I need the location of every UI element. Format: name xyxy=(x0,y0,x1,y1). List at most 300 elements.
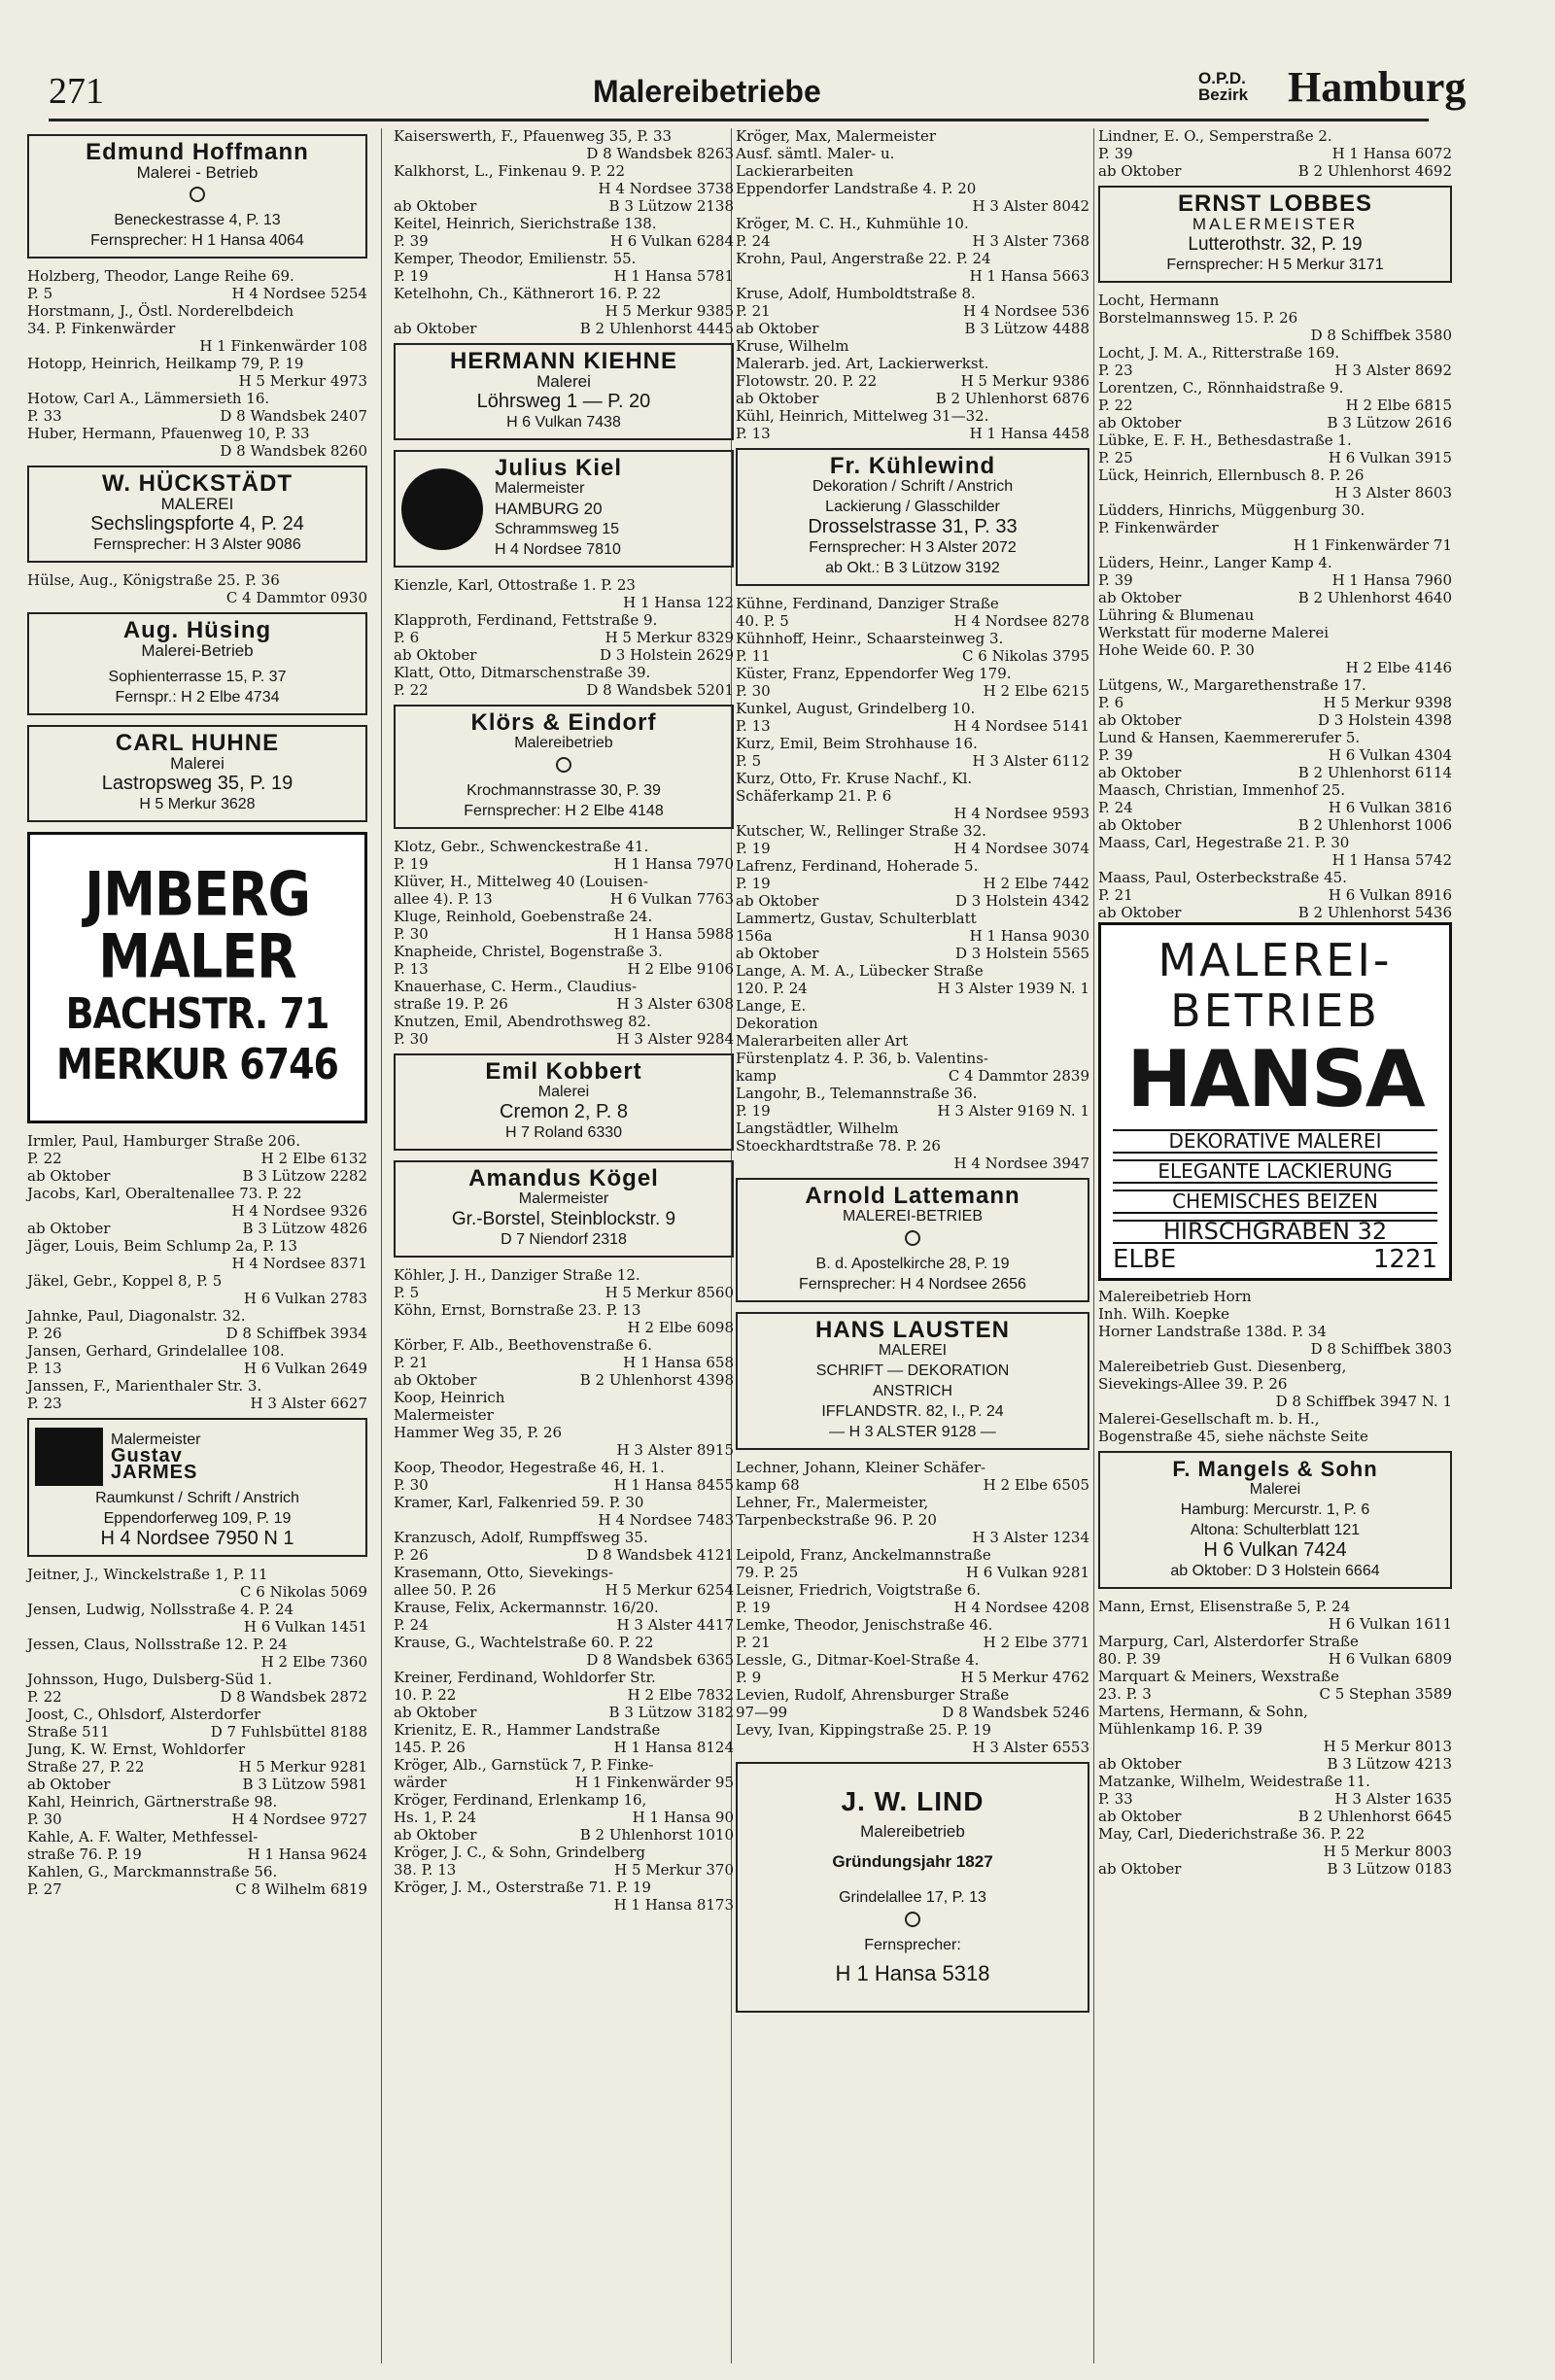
listing-text: P. 30 xyxy=(27,1811,62,1828)
listing-text: ab Oktober xyxy=(1098,589,1182,606)
listing-text: Lechner, Johann, Kleiner Schäfer- xyxy=(736,1459,986,1476)
listing-line xyxy=(394,1600,734,1616)
listing-phone: H 2 Elbe 6815 xyxy=(1345,397,1452,414)
listing-line xyxy=(736,998,1089,1015)
listing-line xyxy=(394,1460,734,1476)
listing-text: Tarpenbeckstraße 96. P. 20 xyxy=(736,1511,937,1529)
listing-phone: H 6 Vulkan 1451 xyxy=(243,1618,367,1636)
listing-text: Kaiserswerth, F., Pfauenweg 35, P. 33 xyxy=(394,127,673,145)
city-name: Hamburg xyxy=(1288,63,1467,111)
listing-line xyxy=(1098,293,1452,309)
listing-phone: C 6 Nikolas 3795 xyxy=(962,647,1089,665)
listing-text: P. 5 xyxy=(736,752,762,770)
listing-text: ab Oktober xyxy=(736,390,819,407)
listing-phone: H 5 Merkur 8560 xyxy=(605,1284,734,1301)
listing-phone: H 2 Elbe 7832 xyxy=(627,1686,734,1704)
listing-text: Lange, A. M. A., Lübecker Straße xyxy=(736,962,984,980)
listing-text: Irmler, Paul, Hamburger Straße 206. xyxy=(27,1132,300,1150)
listing-line xyxy=(736,823,1089,840)
listing-text: P. 33 xyxy=(1098,1790,1133,1808)
listing-phone: B 2 Uhlenhorst 6114 xyxy=(1297,764,1452,781)
listing-phone: H 2 Elbe 6505 xyxy=(983,1476,1089,1494)
ad-name: Klörs & Eindorf xyxy=(470,709,657,736)
listing-line xyxy=(27,356,367,372)
listing-line xyxy=(27,1811,367,1828)
listing-line xyxy=(27,572,367,589)
ad-phone: Fernsprecher: H 3 Alster 9086 xyxy=(93,536,301,553)
listing-line xyxy=(1098,345,1452,362)
listing-phone: C 4 Dammtor 2839 xyxy=(948,1067,1089,1085)
listing-line xyxy=(394,665,734,681)
listing-text: P. 6 xyxy=(394,629,420,646)
listing-line xyxy=(736,216,1089,232)
column-divider xyxy=(1093,128,1094,2363)
ad-address: B. d. Apostelkirche 28, P. 19 xyxy=(815,1256,1010,1272)
listing-text: 10. P. 22 xyxy=(394,1686,457,1704)
ad-subtitle: Malereibetrieb xyxy=(514,735,613,751)
brush-logo-icon xyxy=(35,1428,103,1486)
ad-address: IFFLANDSTR. 82, I., P. 24 xyxy=(821,1403,1004,1420)
listing-line xyxy=(394,1337,734,1354)
ad-lobbes xyxy=(1098,186,1452,283)
listing-phone: H 4 Nordsee 9326 xyxy=(231,1202,367,1220)
listing-line xyxy=(736,233,1089,250)
entry-list xyxy=(27,268,367,460)
listing-line xyxy=(736,1512,1089,1529)
listing-line xyxy=(27,1742,367,1758)
listing-line xyxy=(736,1068,1089,1085)
ad-title-2: BETRIEB xyxy=(1170,984,1380,1037)
ad-subtitle: MALEREI xyxy=(160,495,234,513)
listing-line xyxy=(1098,1411,1452,1428)
listing-phone: H 1 Finkenwärder 108 xyxy=(199,337,367,355)
listing-phone: H 5 Merkur 9386 xyxy=(960,372,1089,390)
listing-text: P. 39 xyxy=(1098,145,1133,162)
listing-text: 79. P. 25 xyxy=(736,1564,799,1581)
listing-text: Lafrenz, Ferdinand, Hoherade 5. xyxy=(736,857,979,875)
listing-line xyxy=(1098,1861,1452,1878)
listing-phone: H 2 Elbe 6132 xyxy=(260,1150,367,1167)
ad-subtitle: MALEREI-BETRIEB xyxy=(842,1208,984,1224)
listing-phone: D 8 Wandsbek 6365 xyxy=(586,1651,734,1669)
listing-line xyxy=(394,1827,734,1844)
ad-exchange: ELBE xyxy=(1113,1245,1177,1274)
listing-text: P. 22 xyxy=(27,1150,62,1167)
ad-address-2: Altona: Schulterblatt 121 xyxy=(1190,1522,1361,1538)
listing-text: 97—99 xyxy=(736,1704,788,1721)
listing-line xyxy=(736,841,1089,857)
ad-subtitle: MALEREI xyxy=(878,1342,948,1359)
listing-line xyxy=(27,303,367,320)
ad-address: Cremon 2, P. 8 xyxy=(500,1101,628,1122)
listing-text: Kröger, J. C., & Sohn, Grindelberg xyxy=(394,1844,645,1861)
listing-text: Sievekings-Allee 39. P. 26 xyxy=(1098,1375,1288,1393)
listing-line xyxy=(27,1308,367,1325)
ad-phone: D 7 Niendorf 2318 xyxy=(501,1231,627,1248)
listing-text: ab Oktober xyxy=(27,1776,111,1793)
listing-text: P. 24 xyxy=(1098,799,1133,816)
listing-text: P. 39 xyxy=(1098,571,1133,589)
listing-text: P. 22 xyxy=(27,1688,62,1706)
listing-phone: H 6 Vulkan 1611 xyxy=(1328,1615,1452,1633)
ad-subtitle: MALERMEISTER xyxy=(1192,215,1359,233)
listing-text: Lemke, Theodor, Jenischstraße 46. xyxy=(736,1616,993,1634)
listing-text: Lehner, Fr., Malermeister, xyxy=(736,1494,929,1511)
listing-phone: H 6 Vulkan 3915 xyxy=(1328,449,1452,466)
listing-phone: H 5 Merkur 8013 xyxy=(1323,1738,1452,1755)
listing-line xyxy=(394,1775,734,1791)
listing-line xyxy=(27,1343,367,1360)
listing-line xyxy=(394,1617,734,1634)
listing-line xyxy=(736,736,1089,752)
listing-text: ab Oktober xyxy=(1098,162,1182,180)
listing-line xyxy=(1098,1844,1452,1860)
listing-line xyxy=(1098,852,1452,869)
listing-phone: H 2 Elbe 9106 xyxy=(627,960,734,978)
ad-services: Raumkunst / Schrift / Anstrich xyxy=(95,1490,299,1506)
listing-text: P. 13 xyxy=(736,425,771,442)
listing-text: Kühne, Ferdinand, Danziger Straße xyxy=(736,595,999,612)
listing-line xyxy=(27,1326,367,1342)
listing-text: straße 19. P. 26 xyxy=(394,995,508,1013)
listing-phone: H 2 Elbe 6098 xyxy=(627,1319,734,1336)
listing-text: straße 76. P. 19 xyxy=(27,1845,142,1863)
ad-address: Hamburg: Mercurstr. 1, P. 6 xyxy=(1180,1501,1370,1518)
listing-line xyxy=(1098,555,1452,571)
ad-subtitle: Malerei-Betrieb xyxy=(141,641,254,660)
listing-line xyxy=(1098,415,1452,431)
listing-line xyxy=(736,946,1089,962)
ad-subtitle: Malerei xyxy=(537,1084,590,1100)
listing-text: Lorentzen, C., Rönnhaidstraße 9. xyxy=(1098,379,1344,397)
ad-subtitle: Malerei xyxy=(536,372,591,391)
listing-line xyxy=(736,858,1089,875)
listing-line xyxy=(27,1759,367,1776)
listing-phone: H 2 Elbe 6215 xyxy=(983,682,1089,700)
listing-line xyxy=(27,1291,367,1307)
ad-koegel xyxy=(394,1160,734,1258)
listing-line xyxy=(736,338,1089,355)
listing-line xyxy=(736,928,1089,945)
listing-line xyxy=(394,996,734,1013)
listing-phone: H 5 Merkur 8329 xyxy=(605,629,734,646)
listing-phone: H 6 Vulkan 8916 xyxy=(1328,886,1452,904)
listing-line xyxy=(394,1792,734,1809)
listing-line xyxy=(736,893,1089,910)
listing-phone: B 3 Lützow 2616 xyxy=(1327,414,1452,431)
ad-hueckstaedt xyxy=(27,466,367,563)
listing-line xyxy=(1098,712,1452,729)
listing-text: Hs. 1, P. 24 xyxy=(394,1809,477,1826)
listing-line xyxy=(394,1267,734,1284)
listing-text: ab Oktober xyxy=(27,1220,111,1237)
listing-text: ab Oktober xyxy=(27,1167,111,1185)
listing-text: P. 23 xyxy=(1098,362,1133,379)
entry-list xyxy=(394,128,734,337)
ad-hoffmann xyxy=(27,134,367,259)
listing-text: P. 21 xyxy=(736,1634,771,1651)
listing-line xyxy=(394,1285,734,1301)
listing-phone: H 3 Alster 8042 xyxy=(972,197,1089,215)
listing-line xyxy=(27,1567,367,1583)
ad-phone: H 6 Vulkan 7424 xyxy=(1203,1539,1347,1561)
listing-line xyxy=(27,1273,367,1290)
listing-text: ab Oktober xyxy=(1098,711,1182,729)
listing-line xyxy=(1098,380,1452,397)
listing-line xyxy=(1098,450,1452,466)
listing-line xyxy=(736,163,1089,180)
listing-text: Matzanke, Wilhelm, Weidestraße 11. xyxy=(1098,1773,1370,1790)
listing-phone: H 3 Alster 6308 xyxy=(616,995,734,1013)
listing-line xyxy=(1098,642,1452,659)
entry-list xyxy=(736,1460,1089,1756)
listing-phone: H 4 Nordsee 9593 xyxy=(953,805,1089,822)
listing-phone: B 2 Uhlenhorst 6645 xyxy=(1297,1808,1452,1825)
listing-line xyxy=(27,373,367,390)
ad-services-2: Lackierung / Glasschilder xyxy=(825,499,1000,515)
listing-text: Jessen, Claus, Nollsstraße 12. P. 24 xyxy=(27,1636,288,1653)
listing-text: ab Oktober xyxy=(394,1826,477,1844)
listing-line xyxy=(1098,1616,1452,1633)
ad-kuehlewind xyxy=(736,448,1089,586)
ad-phone: H 7 Roland 6330 xyxy=(504,1124,623,1141)
listing-line xyxy=(736,1138,1089,1155)
listing-text: Mann, Ernst, Elisenstraße 5, P. 24 xyxy=(1098,1598,1351,1615)
ad-lattemann xyxy=(736,1178,1089,1302)
listing-line xyxy=(736,1495,1089,1511)
listing-text: Klapproth, Ferdinand, Fettstraße 9. xyxy=(394,611,658,629)
listing-text: Keitel, Heinrich, Sierichstraße 138. xyxy=(394,215,657,232)
ad-subtitle: Malerei xyxy=(170,754,225,773)
listing-text: P. 24 xyxy=(736,232,771,250)
listing-line xyxy=(736,1016,1089,1032)
listing-line xyxy=(394,961,734,978)
listing-line xyxy=(1098,572,1452,589)
listing-line xyxy=(394,1320,734,1336)
listing-line xyxy=(27,1256,367,1272)
listing-phone: H 1 Hansa 5781 xyxy=(613,267,734,285)
listing-line xyxy=(394,909,734,925)
listing-phone: H 4 Nordsee 536 xyxy=(963,302,1089,320)
listing-line xyxy=(1098,870,1452,886)
listing-text: P. 19 xyxy=(736,840,771,857)
ad-services-2: ANSTRICH xyxy=(873,1383,952,1399)
listing-line xyxy=(27,321,367,337)
listing-line xyxy=(1098,362,1452,379)
ad-name: Fr. Kühlewind xyxy=(829,453,996,479)
listing-text: Lüders, Heinr., Langer Kamp 4. xyxy=(1098,554,1332,571)
listing-text: P. 22 xyxy=(394,681,429,699)
listing-line xyxy=(736,1547,1089,1564)
listing-phone: H 3 Alster 6112 xyxy=(972,752,1089,770)
ad-name: F. Mangels & Sohn xyxy=(1172,1457,1378,1481)
ad-name: Edmund Hoffmann xyxy=(86,139,309,165)
listing-line xyxy=(1098,467,1452,484)
listing-line xyxy=(1098,537,1452,554)
listing-text: 80. P. 39 xyxy=(1098,1650,1161,1668)
listing-line xyxy=(394,1547,734,1564)
entry-list xyxy=(27,1567,367,1898)
listing-phone: H 4 Nordsee 3074 xyxy=(953,840,1089,857)
listing-line xyxy=(27,1361,367,1377)
listing-text: P. 9 xyxy=(736,1669,762,1686)
listing-phone: D 3 Holstein 5565 xyxy=(954,945,1089,962)
listing-line xyxy=(394,577,734,594)
entry-list xyxy=(27,1133,367,1412)
listing-phone: D 8 Wandsbek 8263 xyxy=(586,145,734,162)
listing-line xyxy=(27,1672,367,1688)
listing-text: P. 26 xyxy=(394,1546,429,1564)
entry-list xyxy=(1098,293,1452,921)
listing-phone: H 1 Hansa 6072 xyxy=(1331,145,1452,162)
listing-text: P. 21 xyxy=(1098,886,1133,904)
listing-text: Martens, Hermann, & Sohn, xyxy=(1098,1703,1308,1720)
listing-line xyxy=(27,1396,367,1412)
entry-list xyxy=(1098,1289,1452,1445)
ad-phone: Fernsprecher: H 2 Elbe 4148 xyxy=(464,803,664,819)
listing-line xyxy=(27,1221,367,1237)
listing-line xyxy=(394,1862,734,1879)
listing-line xyxy=(394,181,734,197)
listing-line xyxy=(394,1705,734,1721)
listing-text: Hotopp, Heinrich, Heilkamp 79, P. 19 xyxy=(27,355,304,372)
listing-text: P. 30 xyxy=(394,925,429,943)
ad-address: Krochmannstrasse 30, P. 39 xyxy=(466,782,661,799)
listing-text: Jung, K. W. Ernst, Wohldorfer xyxy=(27,1741,245,1758)
listing-text: ab Oktober xyxy=(736,320,819,337)
ad-imberg xyxy=(27,832,367,1123)
listing-phone: B 2 Uhlenhorst 1010 xyxy=(579,1826,734,1844)
listing-text: P. 30 xyxy=(736,682,771,700)
listing-line xyxy=(736,1582,1089,1599)
ad-firstname: Gustav xyxy=(111,1445,183,1466)
listing-text: ab Oktober xyxy=(394,320,477,337)
listing-line xyxy=(394,1512,734,1529)
listing-line xyxy=(394,612,734,629)
listing-phone: H 1 Hansa 658 xyxy=(623,1354,734,1371)
listing-line xyxy=(1098,1289,1452,1305)
listing-phone: D 8 Wandsbek 2407 xyxy=(220,407,367,425)
listing-line xyxy=(1098,817,1452,834)
listing-line xyxy=(736,981,1089,997)
listing-phone: H 6 Vulkan 2649 xyxy=(243,1360,367,1377)
listing-phone: D 3 Holstein 2629 xyxy=(599,646,734,664)
listing-line xyxy=(1098,1651,1452,1668)
listing-line xyxy=(736,356,1089,372)
ad-subtitle: Malermeister xyxy=(518,1190,609,1207)
listing-line xyxy=(1098,1634,1452,1650)
ad-name: Arnold Lattemann xyxy=(805,1183,1020,1209)
listing-line xyxy=(394,286,734,302)
listing-phone: B 3 Lützow 2282 xyxy=(242,1167,367,1185)
listing-line xyxy=(1098,128,1452,145)
listing-text: allee 4). P. 13 xyxy=(394,890,493,908)
ad-name: JARMES xyxy=(111,1462,198,1483)
listing-phone: H 3 Alster 6627 xyxy=(250,1395,367,1412)
listing-phone: H 3 Alster 8692 xyxy=(1334,362,1452,379)
ad-phone: H 6 Vulkan 7438 xyxy=(506,414,621,431)
entry-list xyxy=(736,596,1089,1172)
listing-line xyxy=(736,1687,1089,1704)
listing-text: Koop, Theodor, Hegestraße 46, H. 1. xyxy=(394,1459,665,1476)
listing-line xyxy=(27,1168,367,1185)
ad-phone: Fernspr.: H 2 Elbe 4734 xyxy=(115,689,280,706)
listing-line xyxy=(394,1687,734,1704)
listing-line xyxy=(27,1584,367,1601)
listing-phone: B 3 Lützow 4826 xyxy=(242,1220,367,1237)
listing-phone: H 4 Nordsee 7483 xyxy=(598,1511,734,1529)
listing-line xyxy=(1098,1376,1452,1393)
listing-line xyxy=(394,1722,734,1739)
listing-text: Köhler, J. H., Danziger Straße 12. xyxy=(394,1266,640,1284)
ad-name: HERMANN KIEHNE xyxy=(449,348,677,374)
listing-line xyxy=(394,979,734,995)
listing-line xyxy=(1098,677,1452,694)
ad-hansa xyxy=(1098,922,1452,1281)
ad-phone: Fernsprecher: H 3 Alster 2072 xyxy=(809,539,1017,556)
ad-subtitle: Malereibetrieb xyxy=(860,1822,965,1841)
listing-line xyxy=(1098,146,1452,162)
ad-name: ERNST LOBBES xyxy=(1177,190,1372,217)
listing-phone: H 3 Alster 7368 xyxy=(972,232,1089,250)
listing-phone: D 8 Wandsbek 5246 xyxy=(942,1704,1089,1721)
listing-line xyxy=(394,1014,734,1030)
listing-text: Straße 511 xyxy=(27,1723,110,1741)
listing-text: Kühl, Heinrich, Mittelweg 31—32. xyxy=(736,407,989,425)
entry-list xyxy=(27,572,367,606)
listing-line xyxy=(1098,765,1452,781)
listing-text: Jahnke, Paul, Diagonalstr. 32. xyxy=(27,1307,246,1325)
listing-text: Horstmann, J., Östl. Norderelbdeich xyxy=(27,302,294,320)
ad-address: Schrammsweg 15 xyxy=(495,521,620,537)
district-label: O.P.D. Bezirk xyxy=(1198,69,1249,104)
listing-text: Maasch, Christian, Immenhof 25. xyxy=(1098,781,1346,799)
emblem-icon xyxy=(190,187,205,202)
listing-phone: H 1 Hansa 9624 xyxy=(247,1845,367,1863)
listing-text: ab Oktober xyxy=(394,1704,477,1721)
listing-phone: H 1 Hansa 8455 xyxy=(613,1476,734,1494)
listing-phone: H 4 Nordsee 8371 xyxy=(231,1255,367,1272)
listing-line xyxy=(27,338,367,355)
listing-text: P. 26 xyxy=(27,1325,62,1342)
listing-line xyxy=(736,1121,1089,1137)
ad-name: HANSA xyxy=(1126,1034,1424,1124)
ad-founded: Gründungsjahr 1827 xyxy=(832,1852,993,1871)
listing-phone: H 1 Hansa 8173 xyxy=(613,1896,734,1914)
listing-phone: H 6 Vulkan 6284 xyxy=(609,232,734,250)
listing-phone: H 1 Hansa 5663 xyxy=(969,267,1089,285)
listing-line xyxy=(1098,432,1452,449)
listing-phone: C 5 Stephan 3589 xyxy=(1319,1685,1452,1703)
listing-line xyxy=(1098,1739,1452,1755)
listing-phone: H 5 Merkur 4973 xyxy=(238,372,367,390)
listing-phone: H 5 Merkur 9385 xyxy=(605,302,734,320)
listing-text: Mühlenkamp 16. P. 39 xyxy=(1098,1720,1262,1738)
listing-phone: B 2 Uhlenhorst 4445 xyxy=(579,320,734,337)
listing-text: Lackierarbeiten xyxy=(736,162,854,180)
entry-list xyxy=(394,1267,734,1914)
listing-phone: H 3 Alster 6553 xyxy=(972,1739,1089,1756)
listing-text: P. 13 xyxy=(27,1360,62,1377)
ad-name: Amandus Kögel xyxy=(468,1165,659,1191)
listing-line xyxy=(736,321,1089,337)
listing-line xyxy=(27,1151,367,1167)
listing-line xyxy=(736,753,1089,770)
ad-services: Dekoration / Schrift / Anstrich xyxy=(812,478,1014,495)
listing-line xyxy=(1098,1756,1452,1773)
listing-line xyxy=(736,1156,1089,1172)
listing-line xyxy=(394,146,734,162)
